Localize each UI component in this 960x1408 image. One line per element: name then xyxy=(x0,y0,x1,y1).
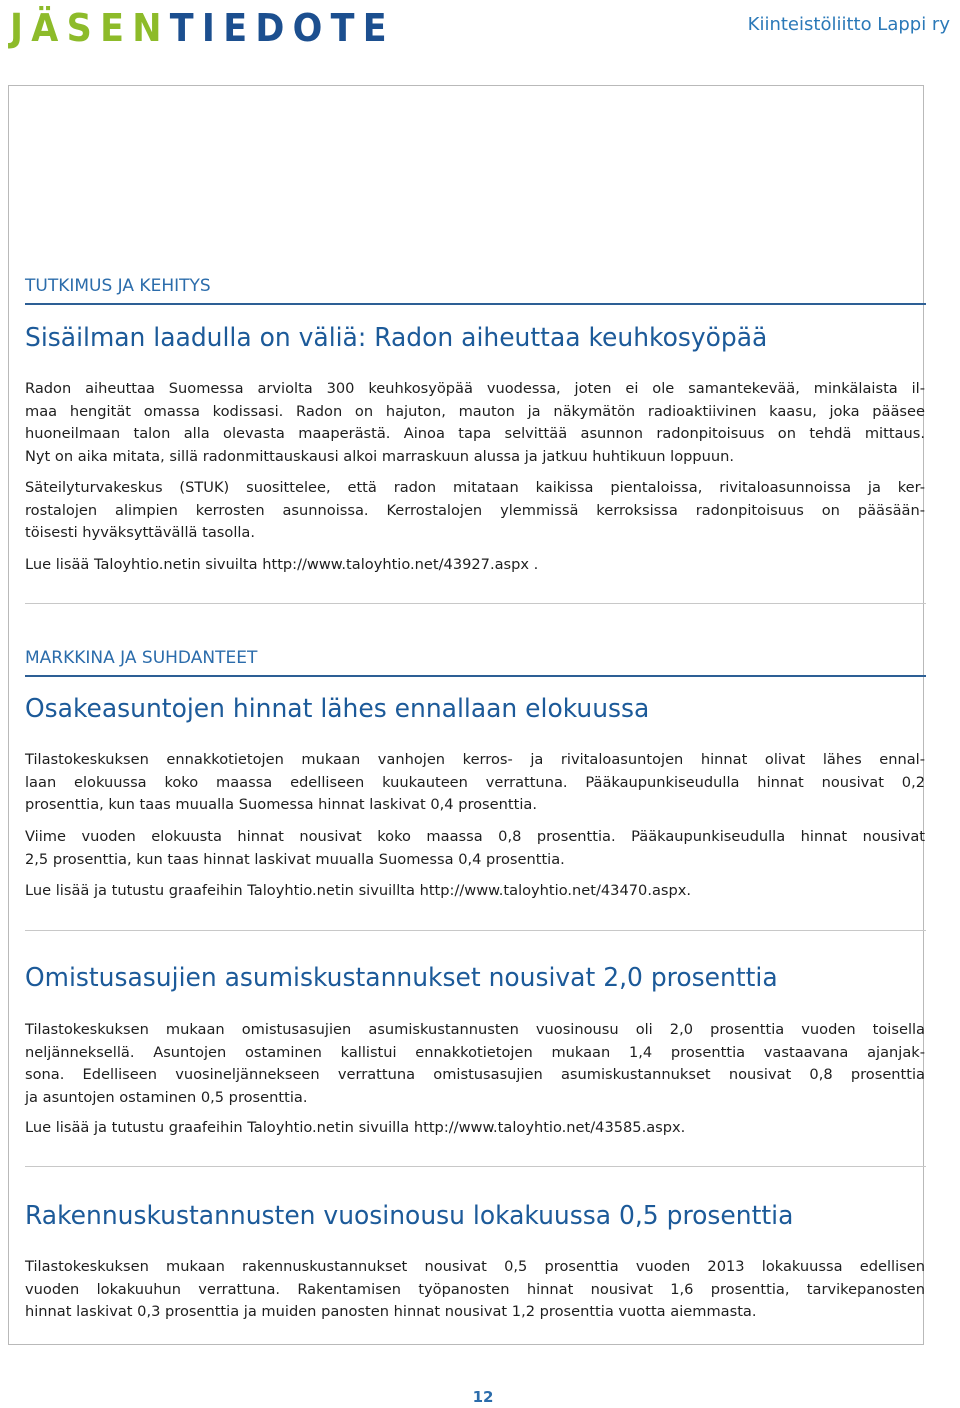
text-line: Tilastokeskuksen mukaan rakennuskustannukset nousivat 0,5 prosenttia vuoden 2013 lokakuussa edellisen xyxy=(25,1258,925,1275)
paragraph-living-costs xyxy=(25,1019,925,1109)
text-line: rostalojen alimpien kerrosten asunnoissa. Kerrostalojen ylemmissä kerroksissa radonpitoisuus on pääsään- xyxy=(25,501,925,519)
paragraph-construction-costs xyxy=(25,1256,925,1324)
text-line: Tilastokeskuksen mukaan omistusasujien asumiskustannusten vuosinousu oli 2,0 prosenttia vuoden toisella xyxy=(25,1021,925,1038)
read-more-living-costs xyxy=(25,1117,925,1140)
article-title-radon: Sisäilman laadulla on väliä: Radon aiheuttaa keuhkosyöpää xyxy=(25,323,768,353)
section-rule xyxy=(25,303,926,305)
section-rule xyxy=(25,675,926,677)
read-more-radon xyxy=(25,554,925,577)
text-line: vuoden lokakuuhun verrattuna. Rakentamisen työpanosten hinnat nousivat 1,6 prosenttia, tarvikepanosten xyxy=(25,1280,925,1298)
section-label-tutkimus: TUTKIMUS JA KEHITYS xyxy=(25,276,211,296)
article-title-rakennuskustannukset: Rakennuskustannusten vuosinousu lokakuussa 0,5 prosenttia xyxy=(25,1201,794,1231)
text-line: hinnat laskivat 0,3 prosenttia ja muiden panosten hinnat nousivat 1,2 prosenttia vuotta aiemmasta. xyxy=(25,1303,757,1320)
read-more-housing xyxy=(25,880,925,903)
section-divider xyxy=(25,930,926,931)
read-more-link-text[interactable]: Lue lisää ja tutustu graafeihin Taloyhtio.netin sivuillta http://www.taloyhtio.net/43470.aspx. xyxy=(25,882,692,899)
article-title-osakeasunnot: Osakeasuntojen hinnat lähes ennallaan elokuussa xyxy=(25,694,650,724)
section-divider xyxy=(25,1166,926,1167)
text-line: sona. Edelliseen vuosineljännekseen verrattuna omistusasujien asumiskustannukset nousivat 0,8 prosenttia xyxy=(25,1066,925,1083)
newsletter-logo xyxy=(10,4,395,52)
text-line: Radon aiheuttaa Suomessa arviolta 300 keuhkosyöpää vuodessa, joten ei ole samantekevää, minkälaista il- xyxy=(25,380,925,397)
section-divider xyxy=(25,603,926,604)
read-more-link-text[interactable]: Lue lisää Taloyhtio.netin sivuilta http://www.taloyhtio.net/43927.aspx . xyxy=(25,556,539,573)
text-line: neljänneksellä. Asuntojen ostaminen kallistui ennakkotietojen mukaan 1,4 prosenttia vastaavana ajanjak- xyxy=(25,1043,925,1061)
page-number: 12 xyxy=(472,1388,494,1406)
read-more-link-text[interactable]: Lue lisää ja tutustu graafeihin Taloyhtio.netin sivuilla http://www.taloyhtio.net/43585.aspx. xyxy=(25,1119,686,1136)
text-line: ja asuntojen ostaminen 0,5 prosenttia. xyxy=(25,1088,308,1106)
paragraph-radon-intro xyxy=(25,378,925,468)
article-title-asumiskustannukset: Omistusasujien asumiskustannukset nousivat 2,0 prosenttia xyxy=(25,963,778,993)
logo-part-jasen: JÄSEN xyxy=(10,6,170,50)
text-line: Säteilyturvakeskus (STUK) suosittelee, että radon mitataan kaikissa pientaloissa, rivitaloasunnoissa ja ker- xyxy=(25,479,925,496)
logo-part-tiedote: TIEDOTE xyxy=(169,6,395,50)
text-line: prosenttia, kun taas muualla Suomessa hinnat laskivat 0,4 prosenttia. xyxy=(25,796,537,813)
organization-name: Kiinteistöliitto Lappi ry xyxy=(747,14,950,35)
text-line: Nyt on aika mitata, sillä radonmittauskausi alkoi marraskuun alussa ja jatkuu huhtikuun loppuun. xyxy=(25,447,735,465)
paragraph-stuk xyxy=(25,477,925,545)
page-header xyxy=(0,0,960,60)
text-line: maa hengität omassa kodissasi. Radon on hajuton, mauton ja näkymätön radioaktiivinen kaasu, joka pääsee xyxy=(25,402,925,420)
text-line: Viime vuoden elokuusta hinnat nousivat koko maassa 0,8 prosenttia. Pääkaupunkiseudulla hinnat nousivat xyxy=(25,828,925,845)
section-label-markkina: MARKKINA JA SUHDANTEET xyxy=(25,648,258,668)
text-line: huoneilmaan talon alla olevasta maaperästä. Ainoa tapa selvittää asunnon radonpitoisuus on tehdä mittaus. xyxy=(25,425,925,442)
text-line: 2,5 prosenttia, kun taas hinnat laskivat muualla Suomessa 0,4 prosenttia. xyxy=(25,850,565,868)
text-line: töisesti hyväksyttävällä tasolla. xyxy=(25,524,256,541)
paragraph-housing-prices xyxy=(25,749,925,817)
text-line: laan elokuussa koko maassa edelliseen kuukauteen verrattuna. Pääkaupunkiseudulla hinnat nousivat 0,2 xyxy=(25,773,925,791)
paragraph-yearly-change xyxy=(25,826,925,871)
text-line: Tilastokeskuksen ennakkotietojen mukaan vanhojen kerros- ja rivitaloasuntojen hinnat olivat lähes ennal- xyxy=(25,751,925,768)
